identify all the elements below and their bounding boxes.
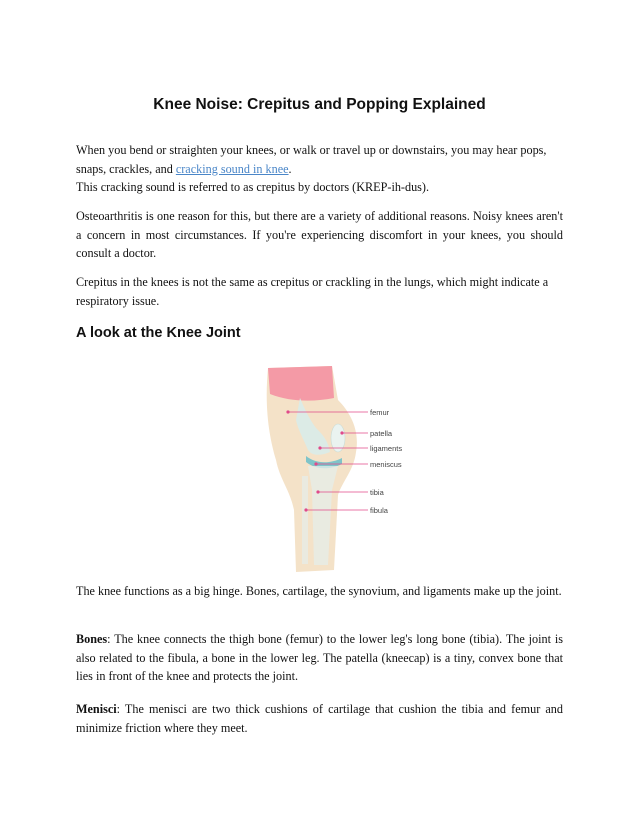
fibula-bone — [302, 476, 308, 564]
cracking-sound-link[interactable]: cracking sound in knee — [175, 161, 289, 176]
lungs-paragraph: Crepitus in the knees is not the same as crepitus or crackling in the lungs, which might indicate a respiratory issue. — [76, 275, 549, 308]
intro-line2: This cracking sound is referred to as crepitus by doctors (KREP-ih-dus). — [76, 180, 430, 194]
intro-period: . — [288, 161, 292, 176]
menisci-paragraph — [76, 700, 563, 737]
menisci-text: : The menisci are two thick cushions of cartilage that cushion the tibia and femur and minimize friction where they meet. — [76, 702, 563, 735]
label-meniscus: meniscus — [370, 460, 402, 469]
bones-text: : The knee connects the thigh bone (femur) to the lower leg's long bone (tibia). The joint is also related to the fibula, a bone in the lower leg. The patella (kneecap) is a tiny, convex bone that lies in front of the knee and protects the joint. — [76, 632, 563, 683]
osteoarthritis-paragraph: Osteoarthritis is one reason for this, but there are a variety of additional reasons. Noisy knees aren't a concern in most circumstances. If you're experiencing discomfort in your knees, you should consult a doctor. — [76, 209, 563, 260]
label-patella: patella — [370, 429, 393, 438]
label-ligaments: ligaments — [370, 444, 403, 453]
hinge-paragraph: The knee functions as a big hinge. Bones, cartilage, the synovium, and ligaments make up the joint. — [76, 584, 562, 598]
section-heading: A look at the Knee Joint — [76, 325, 241, 341]
label-fibula: fibula — [370, 506, 388, 515]
page-title: Knee Noise: Crepitus and Popping Explained — [153, 96, 486, 113]
label-femur: femur — [370, 408, 390, 417]
label-tibia: tibia — [370, 488, 384, 497]
menisci-term: Menisci — [76, 702, 117, 716]
intro-text: When you bend or straighten your knees, or walk or travel up or downstairs, you may hear pops, snaps, crackles, and — [76, 143, 547, 176]
intro-paragraph — [76, 141, 563, 197]
femur-highlight — [268, 366, 334, 401]
bones-paragraph — [76, 630, 563, 686]
bones-term: Bones — [76, 632, 108, 646]
knee-joint-diagram — [250, 360, 410, 575]
